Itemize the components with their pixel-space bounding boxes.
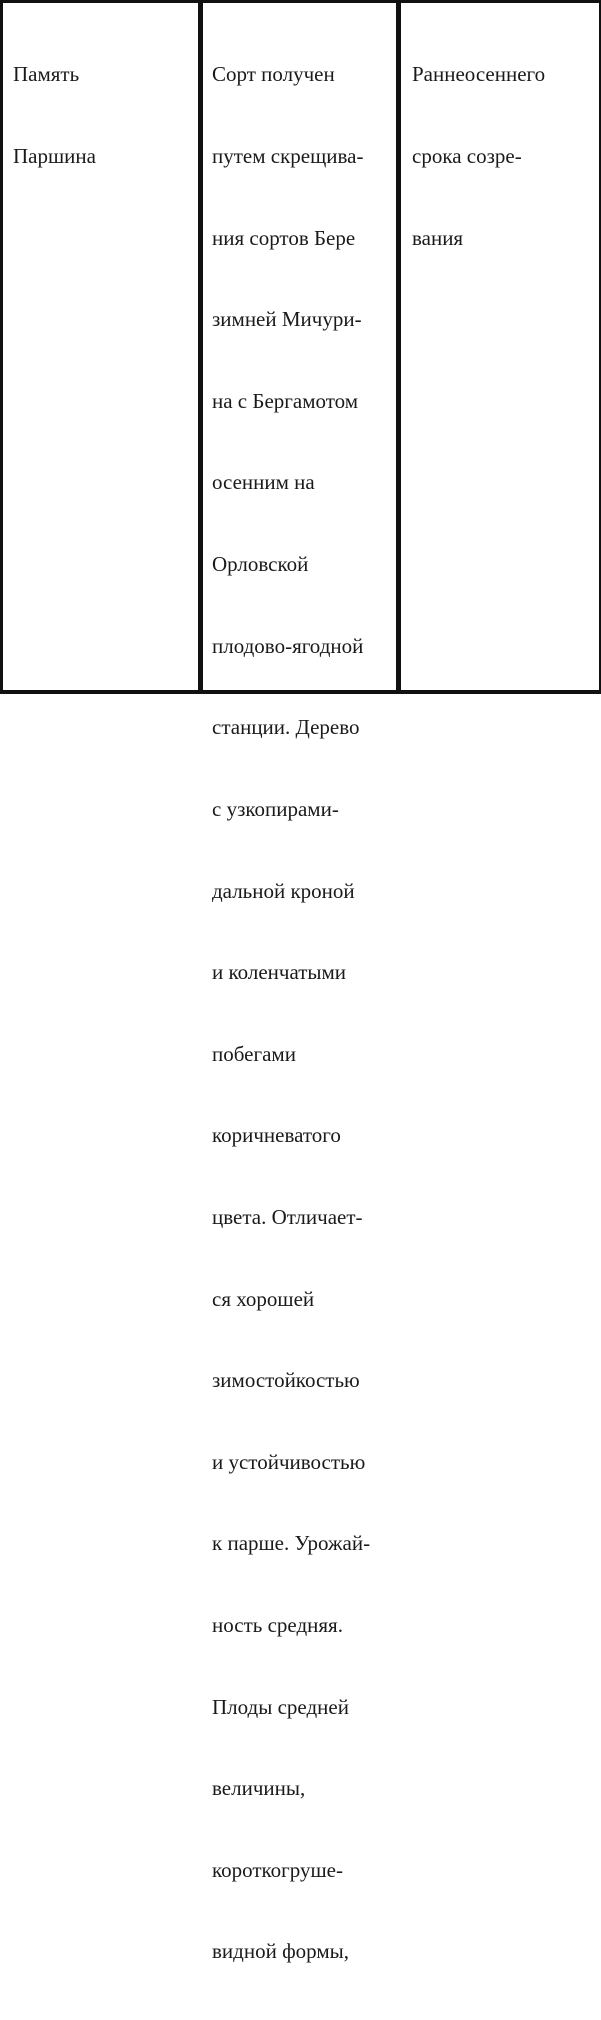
description-line: станции. Дерево <box>212 715 360 740</box>
description-line: Сорт получен <box>212 62 335 87</box>
description-line: с узкопирами- <box>212 796 339 821</box>
ripening-line: Раннеосеннего <box>412 62 546 87</box>
description-line: зимней Мичури- <box>212 307 362 332</box>
ripening-line: срока созре- <box>412 144 522 169</box>
description-line: путем скрещива- <box>212 144 364 169</box>
variety-name-cell <box>13 7 96 225</box>
description-line: и устойчивостью <box>212 1449 366 1474</box>
description-cell <box>212 7 370 2020</box>
variety-name-line: Память <box>13 62 80 87</box>
column-divider-1 <box>198 3 203 690</box>
description-line: дальной кроной <box>212 878 355 903</box>
description-line: на с Бергамотом <box>212 388 358 413</box>
variety-name-line: Паршина <box>13 144 96 169</box>
description-line: Орловской <box>212 552 309 577</box>
description-line: величины, <box>212 1776 306 1801</box>
description-line: ность средняя. <box>212 1612 343 1637</box>
description-line: цвета. Отличает- <box>212 1204 363 1229</box>
ripening-line: вания <box>412 225 464 250</box>
ripening-cell <box>412 7 545 306</box>
description-line: осенним на <box>212 470 315 495</box>
description-line: Плоды средней <box>212 1694 349 1719</box>
description-line: короткогруше- <box>212 1857 343 1882</box>
description-line: плодово-ягодной <box>212 633 364 658</box>
description-line: зимостойкостью <box>212 1368 360 1393</box>
description-line: видной формы, <box>212 1939 350 1964</box>
column-divider-2 <box>396 3 401 690</box>
description-line: ния сортов Бере <box>212 225 356 250</box>
description-line: к парше. Урожай- <box>212 1531 371 1556</box>
description-line: коричневатого <box>212 1123 341 1148</box>
description-line: побегами <box>212 1041 296 1066</box>
description-line: ся хорошей <box>212 1286 315 1311</box>
description-line: и коленчатыми <box>212 960 347 985</box>
